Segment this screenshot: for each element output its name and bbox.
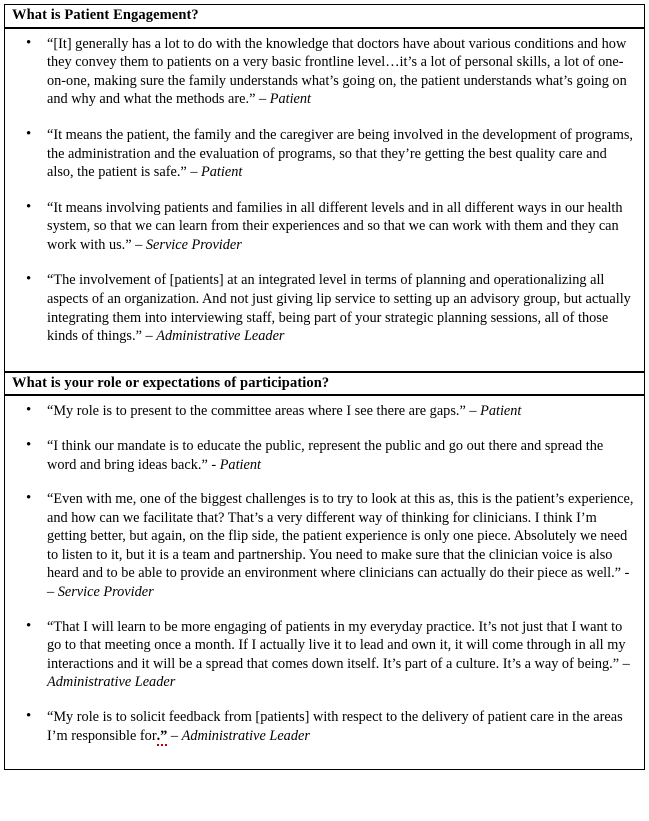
quote-text: “[It] generally has a lot to do with the knowledge that doctors have about various conditions and how they convey them to patients on a very basic frontline level…it’s a lot of personal skills, a lot of one-on-one, making sure the family understands what’s going on, the patient understands what’s going on and why and what the methods are.” – (47, 35, 627, 108)
section-header-patient-engagement: What is Patient Engagement? (5, 5, 644, 29)
quote-attribution: Administrative Leader (156, 328, 285, 345)
quote-attribution: Patient (201, 164, 243, 181)
quote-text: “I think our mandate is to educate the public, represent the public and go out there and spread the word and bring ideas back.” - (47, 438, 604, 473)
quote-attribution: Patient (480, 403, 522, 420)
list-item (13, 490, 636, 601)
quote-attribution: Service Provider (57, 584, 154, 601)
bullet-icon: • (26, 125, 32, 142)
section-body-role-expectations (5, 396, 644, 769)
quotes-table (4, 4, 645, 770)
bullet-icon: • (26, 707, 32, 724)
bullet-icon: • (26, 437, 32, 454)
quote-attribution: Service Provider (145, 236, 242, 253)
quote-bold-fragment: .” (156, 727, 168, 744)
list-item (13, 271, 636, 345)
bullet-icon: • (26, 198, 32, 215)
list-item (13, 437, 636, 474)
section-body-patient-engagement (5, 29, 644, 373)
quote-text: “My role is to present to the committee areas where I see there are gaps.” – (47, 403, 481, 420)
quote-attribution: Administrative Leader (181, 727, 310, 744)
quote-attribution: Patient (219, 456, 261, 473)
list-item (13, 618, 636, 692)
bullet-icon: • (26, 271, 32, 288)
quote-text-after: – (167, 727, 182, 744)
quote-list (13, 35, 636, 346)
quote-text: “My role is to solicit feedback from [patients] with respect to the delivery of patient care in the areas I’m responsible for (47, 708, 623, 744)
quote-attribution: Patient (269, 91, 312, 108)
quote-text: “That I will learn to be more engaging of patients in my everyday practice. It’s not just that I want to go to that meeting once a month. If I actually live it to lead and own it, it will come through in all my interactions and it will be a spread that comes down itself. It’s part of a culture. It’s a way of being.” – (47, 618, 630, 672)
quote-list (13, 402, 636, 745)
list-item (13, 199, 636, 255)
quote-text: “It means involving patients and families in all different levels and in all different ways in our health system, so that we can learn from their experiences and so that we can work with them and they can work with us.” – (47, 199, 623, 253)
list-item (13, 126, 636, 182)
quote-text: “It means the patient, the family and the caregiver are being involved in the development of programs, the administration and the evaluation of programs, so that they’re getting the best quality care and also, the patient is safe.” – (47, 126, 633, 181)
list-item (13, 402, 636, 421)
quote-attribution: Administrative Leader (47, 674, 176, 691)
section-header-role-expectations: What is your role or expectations of participation? (5, 373, 644, 397)
bullet-icon: • (26, 490, 32, 507)
bullet-icon: • (26, 402, 32, 419)
list-item (13, 35, 636, 109)
list-item (13, 708, 636, 745)
bullet-icon: • (26, 617, 32, 634)
quote-text: “The involvement of [patients] at an integrated level in terms of planning and operationalizing all aspects of an organization. And not just giving lip service to setting up an advisory group, but actually integrating them into interviewing staff, being part of your strategic planning sessions, all of those kinds of things.” – (47, 272, 631, 345)
quote-text: “Even with me, one of the biggest challenges is to try to look at this as, this is the patient’s experience, and how can we facilitate that? That’s a very different way of thinking for clinicians. I think I’m getting better, but again, on the flip side, the patient experience is only one piece. Absolutely we need to listen to it, but it is a team and partnership. You need to make sure that the clinician voice is also heard and to be able to provide an environment where clinicians can actually do their piece as well.” - – (47, 491, 634, 601)
bullet-icon: • (26, 34, 32, 51)
